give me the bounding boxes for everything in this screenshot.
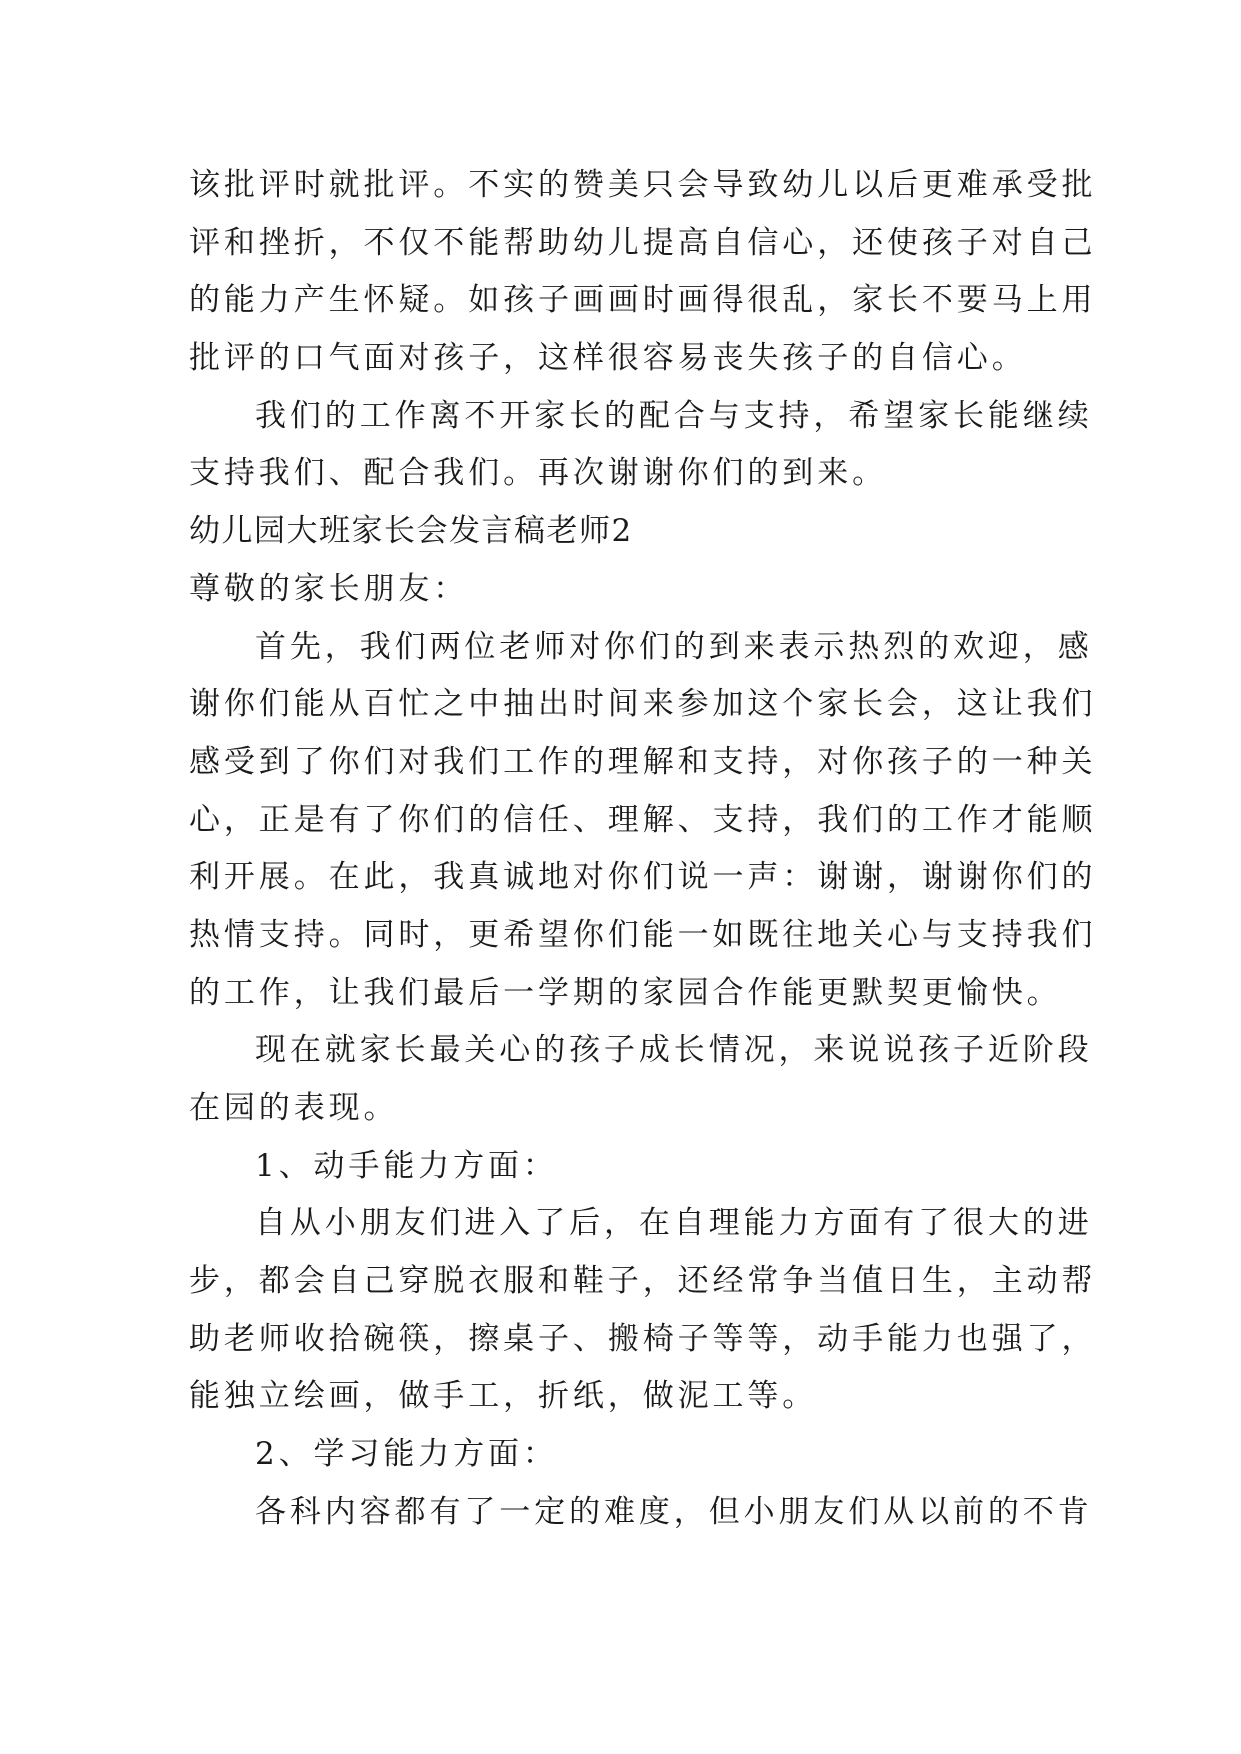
text-line: 在园的表现。: [189, 1090, 399, 1126]
text-line: 支持我们、配合我们。再次谢谢你们的到来。: [189, 455, 887, 492]
text-line: 2、学习能力方面：: [255, 1436, 558, 1473]
text-line: 现在就家长最关心的孩子成长情况，来说说孩子近阶段: [255, 1032, 1093, 1069]
text-line: 首先，我们两位老师对你们的到来表示热烈的欢迎，感: [255, 628, 1093, 665]
document-body: [189, 157, 1097, 1542]
text-line: 助老师收拾碗筷，擦桌子、搬椅子等等，动手能力也强了，: [189, 1320, 1097, 1357]
text-line: 心，正是有了你们的信任、理解、支持，我们的工作才能顺: [189, 801, 1097, 838]
text-line: 我们的工作离不开家长的配合与支持，希望家长能继续: [255, 397, 1093, 434]
text-line: 尊敬的家长朋友：: [189, 570, 469, 607]
text-line: 步，都会自己穿脱衣服和鞋子，还经常争当值日生，主动帮: [189, 1263, 1097, 1300]
text-line: 的工作，让我们最后一学期的家园合作能更默契更愉快。: [189, 974, 1062, 1011]
text-line: 批评的口气面对孩子，这样很容易丧失孩子的自信心。: [189, 340, 1027, 377]
text-line: 该批评时就批评。不实的赞美只会导致幼儿以后更难承受批: [189, 167, 1097, 203]
text-line: 谢你们能从百忙之中抽出时间来参加这个家长会，这让我们: [189, 686, 1097, 723]
text-line: 能独立绘画，做手工，折纸，做泥工等。: [189, 1378, 818, 1415]
text-line: 1、动手能力方面：: [255, 1147, 558, 1184]
text-line: 评和挫折，不仅不能帮助幼儿提高自信心，还使孩子对自己: [189, 224, 1097, 261]
text-line: 利开展。在此，我真诚地对你们说一声：谢谢，谢谢你们的: [189, 859, 1097, 896]
text-line: 各科内容都有了一定的难度，但小朋友们从以前的不肯: [255, 1493, 1093, 1530]
text-line: 自从小朋友们进入了后，在自理能力方面有了很大的进: [255, 1205, 1093, 1242]
text-line: 的能力产生怀疑。如孩子画画时画得很乱，家长不要马上用: [189, 282, 1097, 319]
section-title: 幼儿园大班家长会发言稿老师2: [189, 513, 633, 550]
text-line: 热情支持。同时，更希望你们能一如既往地关心与支持我们: [189, 916, 1097, 953]
text-line: 感受到了你们对我们工作的理解和支持，对你孩子的一种关: [189, 743, 1097, 780]
